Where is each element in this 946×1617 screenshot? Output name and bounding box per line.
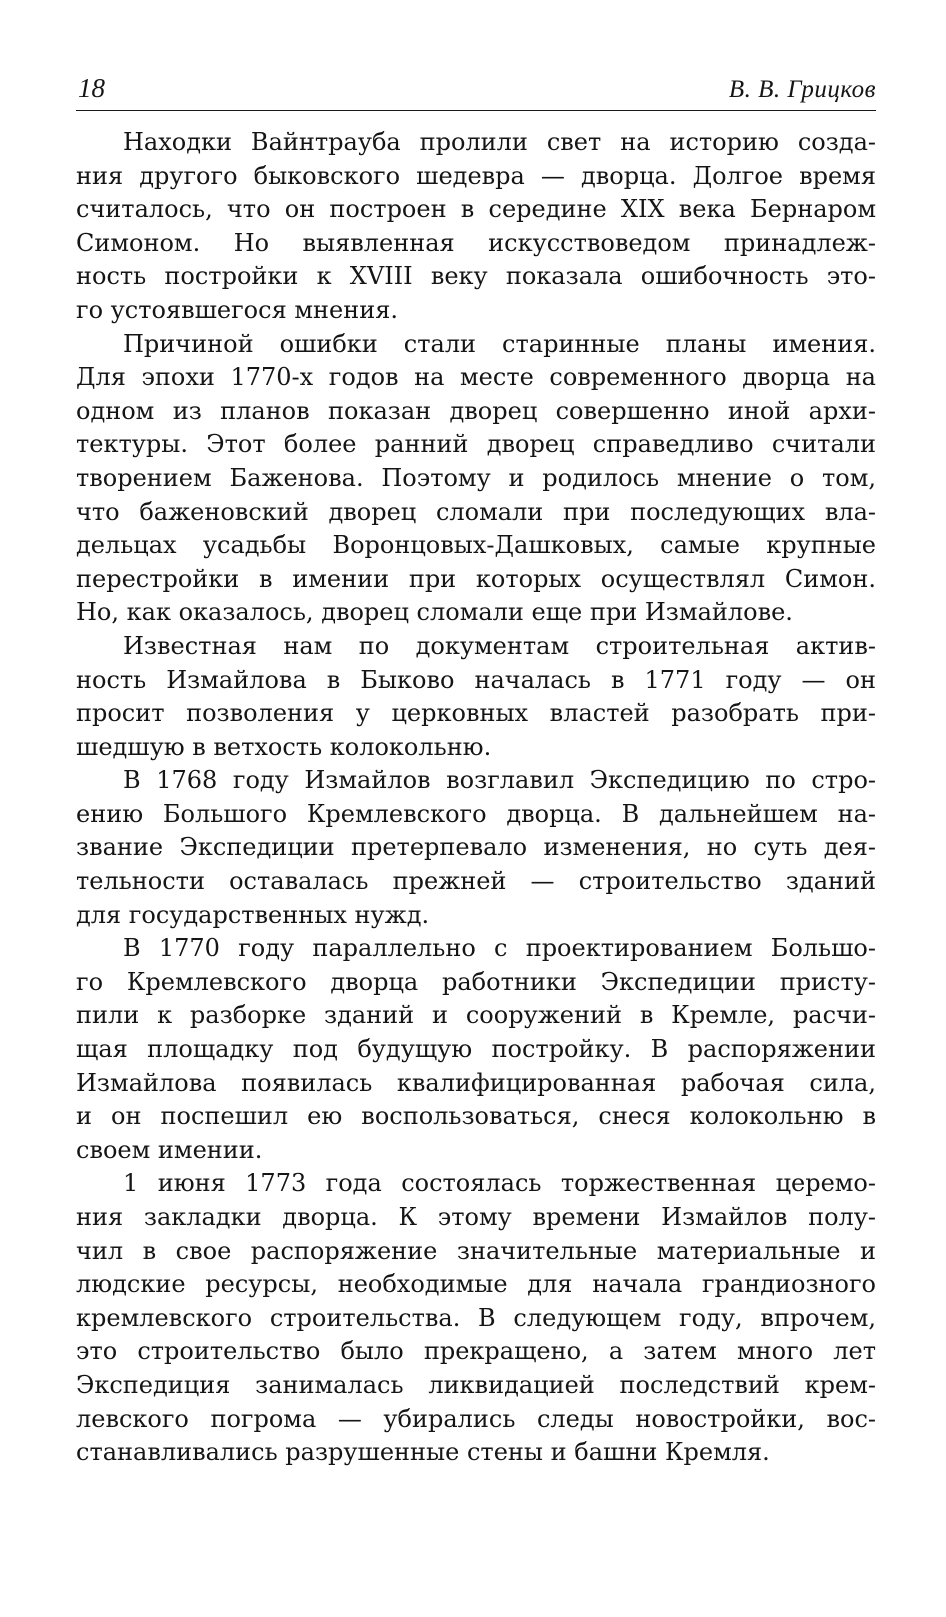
paragraph (76, 764, 876, 932)
paragraph (76, 932, 876, 1167)
text-line: звание Экспедиции претерпевало изменения, но суть дея- (76, 833, 876, 862)
text-line: ению Большого Кремлевского дворца. В дальнейшем на- (76, 799, 876, 828)
text-line: Измайлова появилась квалифицированная рабочая сила, (76, 1068, 876, 1097)
text-line: го Кремлевского дворца работники Экспедиции присту- (76, 967, 876, 996)
text-line: ность постройки к XVIII веку показала ошибочность это- (76, 262, 876, 291)
paragraph (76, 126, 876, 328)
text-line: В 1768 году Измайлов возглавил Экспедицию по стро- (123, 766, 876, 795)
text-line: это строительство было прекращено, а затем много лет (76, 1337, 876, 1366)
page-header (76, 72, 876, 111)
text-line: творением Баженова. Поэтому и родилось мнение о том, (76, 463, 876, 492)
text-line: одном из планов показан дворец совершенно иной архи- (76, 396, 876, 425)
text-line: ния закладки дворца. К этому времени Измайлов полу- (76, 1203, 876, 1231)
paragraph (76, 630, 876, 764)
text-line: просит позволения у церковных властей разобрать при- (76, 699, 876, 728)
text-line: Известная нам по документам строительная актив- (123, 631, 876, 660)
text-line: 1 июня 1773 года состоялась торжественная церемо- (123, 1169, 876, 1198)
text-line: щая площадку под будущую постройку. В распоряжении (76, 1035, 876, 1064)
text-line: ния другого быковского шедевра — дворца. Долгое время (76, 161, 876, 190)
text-line: Но, как оказалось, дворец сломали еще при Измайлове. (76, 598, 793, 627)
text-line: что баженовский дворец сломали при последующих вла- (76, 497, 876, 526)
body-text (76, 126, 876, 1470)
text-line: и он поспешил ею воспользоваться, снеся колокольню в (76, 1102, 876, 1131)
text-line: го устоявшегося мнения. (76, 295, 398, 324)
running-head-author: В. В. Грицков (728, 76, 876, 103)
text-line: В 1770 году параллельно с проектированием Большо- (123, 934, 876, 963)
text-line: станавливались разрушенные стены и башни Кремля. (76, 1438, 770, 1467)
text-line: ность Измайлова в Быково началась в 1771 году — он (76, 665, 876, 694)
text-line: дельцах усадьбы Воронцовых-Дашковых, самые крупные (76, 531, 876, 560)
text-line: Для эпохи 1770-х годов на месте современного дворца на (76, 363, 876, 392)
text-line: для государственных нужд. (76, 900, 430, 929)
text-line: кремлевского строительства. В следующем году, впрочем, (76, 1303, 876, 1332)
text-line: перестройки в имении при которых осуществлял Симон. (76, 564, 876, 593)
text-line: чил в свое распоряжение значительные материальные и (76, 1236, 876, 1265)
text-line: тельности оставалась прежней — строительство зданий (76, 867, 876, 896)
text-line: тектуры. Этот более ранний дворец справедливо считали (76, 430, 876, 459)
text-line: Причиной ошибки стали старинные планы имения. (123, 329, 876, 358)
page-number: 18 (78, 73, 105, 103)
text-line: Симоном. Но выявленная искусствоведом принадлеж- (76, 228, 876, 257)
text-line: считалось, что он построен в середине XIX века Бернаром (76, 195, 876, 224)
text-line: Экспедиция занималась ликвидацией последствий крем- (76, 1370, 876, 1399)
paragraph (76, 1167, 876, 1469)
text-line: людские ресурсы, необходимые для начала грандиозного (76, 1270, 876, 1299)
text-line: шедшую в ветхость колокольню. (76, 732, 492, 761)
text-line: левского погрома — убирались следы новостройки, вос- (76, 1404, 876, 1433)
text-line: Находки Вайнтрауба пролили свет на историю созда- (123, 128, 876, 156)
paragraph (76, 328, 876, 630)
text-line: своем имении. (76, 1135, 263, 1164)
text-line: пили к разборке зданий и сооружений в Кремле, расчи- (76, 1001, 876, 1030)
